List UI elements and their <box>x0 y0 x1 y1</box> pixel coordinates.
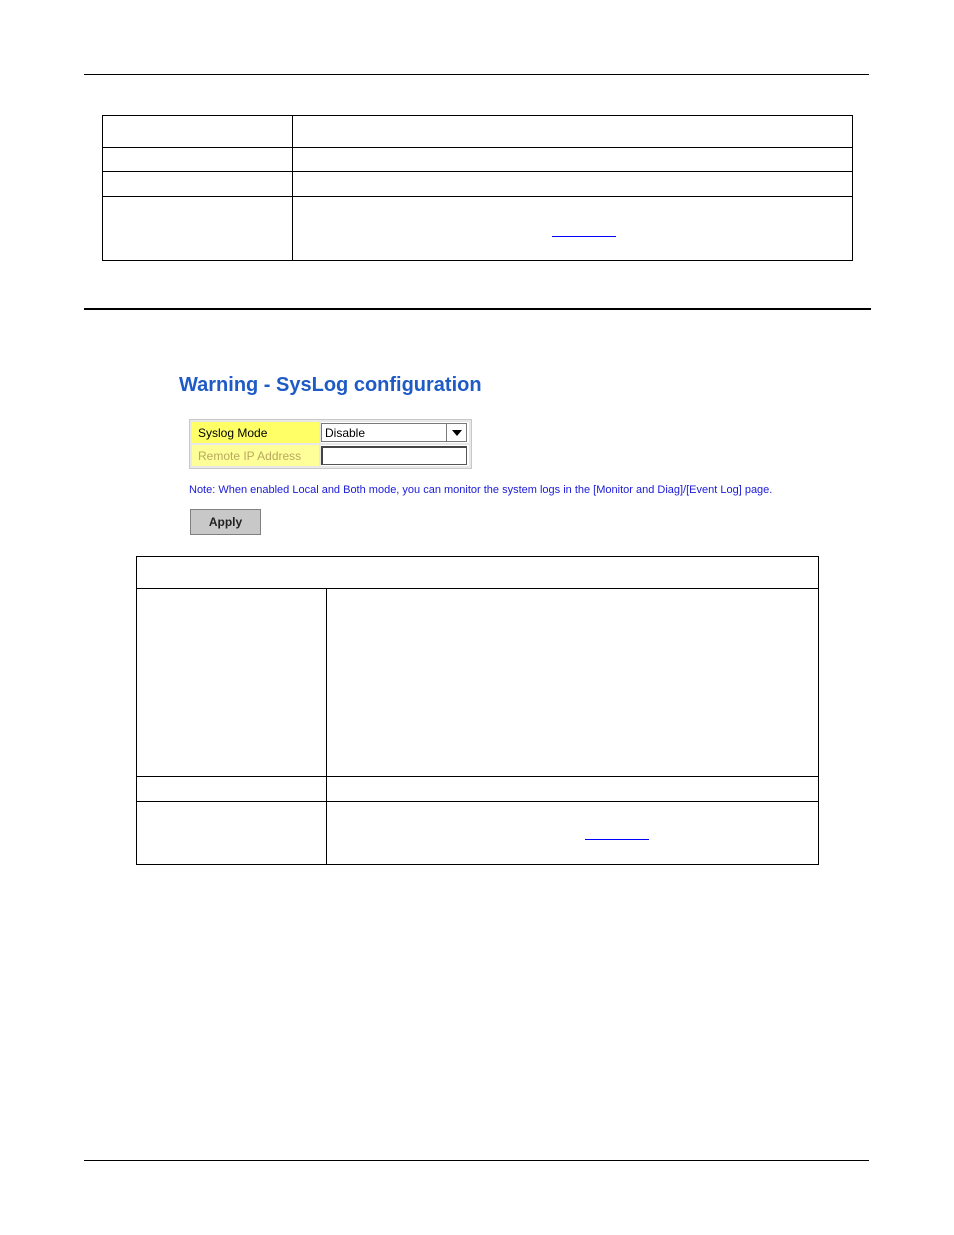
lower-description-table <box>136 556 819 865</box>
table-cell <box>137 777 327 802</box>
syslog-mode-select[interactable] <box>321 423 467 442</box>
table-cell <box>293 172 853 197</box>
syslog-form <box>189 419 472 469</box>
remote-ip-input[interactable] <box>321 446 467 465</box>
table-cell <box>327 777 819 802</box>
table-cell <box>293 148 853 172</box>
footer-rule <box>84 1160 869 1161</box>
table-cell <box>293 116 853 148</box>
syslog-note: Note: When enabled Local and Both mode, you can monitor the system logs in the [Monitor and Diag]/[Event Log] page. <box>189 484 773 496</box>
table-cell <box>103 116 293 148</box>
table-cell <box>327 802 819 865</box>
hyperlink-underline[interactable] <box>585 839 649 840</box>
table-header-cell <box>137 557 819 589</box>
table-cell <box>103 197 293 261</box>
table-cell <box>103 148 293 172</box>
remote-ip-label: Remote IP Address <box>192 445 319 466</box>
apply-button[interactable]: Apply <box>190 509 261 535</box>
syslog-mode-value: Disable <box>325 425 366 440</box>
table-cell <box>327 589 819 777</box>
table-cell <box>293 197 853 261</box>
table-cell <box>137 802 327 865</box>
table-cell <box>137 589 327 777</box>
header-rule <box>84 74 869 75</box>
syslog-mode-label: Syslog Mode <box>192 422 319 443</box>
chevron-down-icon[interactable] <box>446 424 466 441</box>
hyperlink-underline[interactable] <box>552 236 616 237</box>
upper-description-table <box>102 115 853 261</box>
table-cell <box>103 172 293 197</box>
panel-title: Warning - SysLog configuration <box>179 374 482 396</box>
section-rule <box>84 308 871 310</box>
